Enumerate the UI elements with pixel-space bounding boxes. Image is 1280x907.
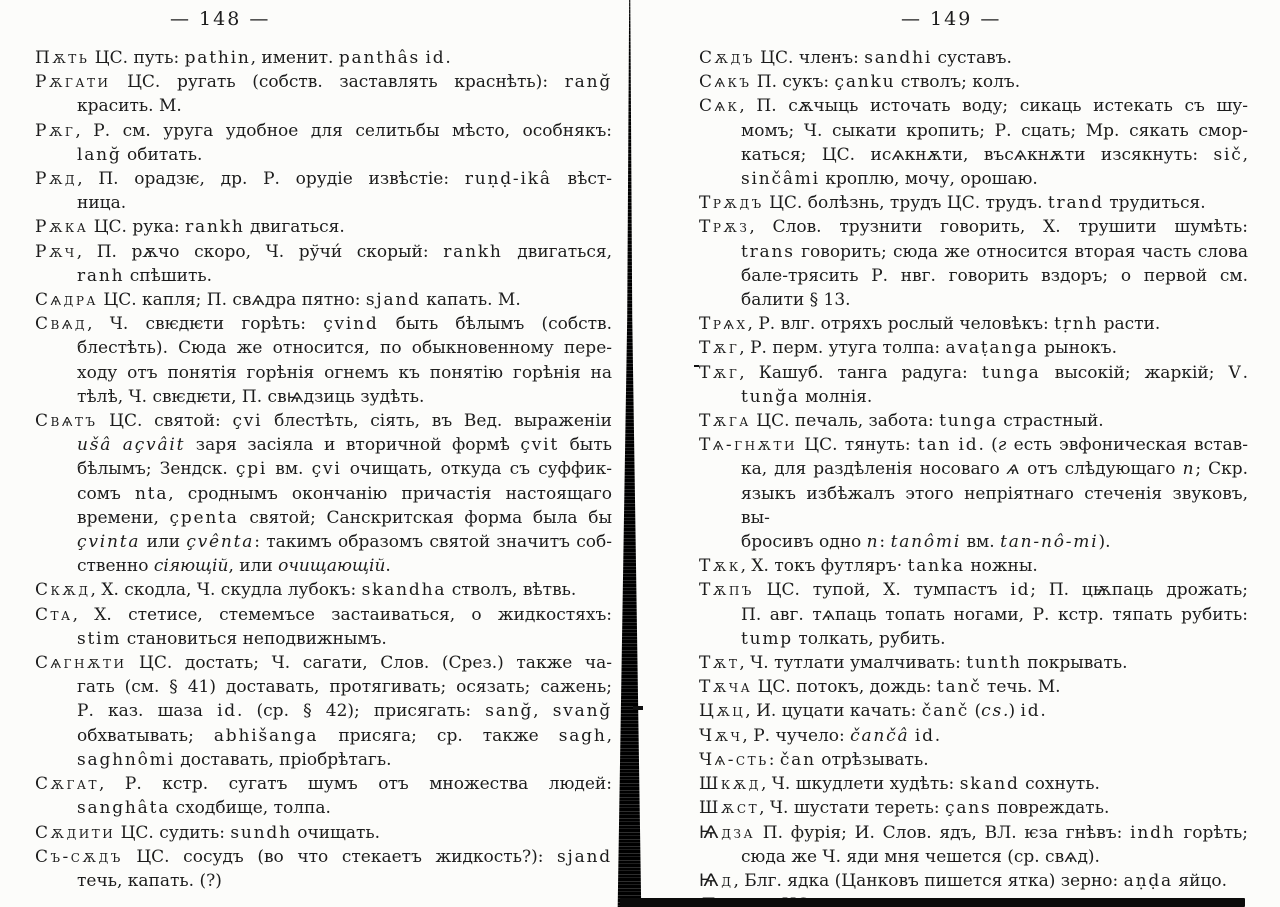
italic-term: ѧ: [1006, 459, 1021, 480]
entry-headword: Трѫдъ: [699, 193, 764, 214]
page-148-text-column: [35, 46, 612, 893]
latin-term: skand: [959, 774, 1020, 795]
latin-term: tanômi: [890, 532, 962, 553]
text-line: Сѫгат, Р. кстр. сугатъ шумъ отъ множества людей:: [35, 774, 612, 795]
latin-term: çpenta: [169, 507, 239, 528]
italic-term: [1183, 459, 1196, 479]
text-line: языкъ избѣжалъ этого непріятнаго стеченія звуковъ, вы-: [741, 483, 1248, 528]
entry-headword: Ѩд: [699, 870, 734, 891]
text-line: Ѩд, Блг. ядка (Цанковъ пишется ятка) зерно: aṇḍa яйцо.: [699, 870, 1227, 891]
latin-term: ranh: [77, 265, 125, 286]
entry-headword: Цѫц: [699, 701, 746, 722]
entry-headword: Сѧкъ: [699, 72, 752, 93]
latin-term: çvênta: [186, 532, 255, 553]
entry-headword: Скѫд: [35, 580, 91, 601]
text-line: Тѫга ЦС. печаль, забота: tunga страстный.: [699, 411, 1104, 432]
latin-term: nta: [134, 483, 169, 504]
latin-term: sinčâmi: [741, 169, 820, 190]
italic-term: [77, 532, 140, 552]
entry-headword: Чѫч: [699, 725, 743, 746]
entry-headword: Сѫдъ: [699, 48, 755, 68]
entry-headword: Тѫк: [699, 556, 741, 577]
text-line: Свѧтъ ЦС. святой: çvi блестѣть, сіять, въ Вед. выраженіи: [35, 411, 612, 432]
latin-term: çvinta: [77, 532, 141, 553]
text-line: Шѫст, Ч. шустати тереть: çans повреждать.: [699, 798, 1110, 819]
page-number-left: — 148 —: [170, 8, 271, 30]
latin-term: tanč: [936, 677, 982, 698]
latin-term: çvind: [323, 314, 379, 335]
text-line: Рѫг, Р. см. уруга удобное для селитьбы мѣсто, особнякъ:: [35, 120, 612, 141]
text-line: Трѫдъ ЦС. болѣзнь, трудъ ЦС. трудъ. trand трудиться.: [699, 193, 1206, 214]
page-149-text-column: [699, 46, 1248, 907]
entry-headword: Рѫд: [35, 169, 78, 190]
text-line: П. авг. тѧпаць топать ногами, Р. кстр. тяпать рубить:: [741, 604, 1248, 625]
entry-headword: Свѧд: [35, 314, 88, 335]
latin-term: abhišanga: [213, 725, 319, 746]
text-line: Съ-сѫдъ ЦС. сосудъ (во что стекаетъ жидкость?): sjand: [35, 846, 612, 867]
latin-term: tanka: [907, 556, 965, 577]
latin-term: tunğa: [741, 386, 800, 407]
text-line: Скѫд, Х. скодла, Ч. скудла лубокъ: skandha стволъ, вѣтвь.: [35, 580, 577, 601]
text-line: Свѧд, Ч. свѥдѥти горѣть: çvind быть бѣлымъ (собств.: [35, 314, 612, 335]
text-line: Рѫгати ЦС. ругать (собств. заставлять краснѣть): ranğ: [35, 72, 612, 93]
text-line: trans говорить; сюда же относится вторая часть слова: [741, 241, 1248, 262]
latin-term: id: [914, 725, 935, 746]
text-line: ница.: [77, 193, 127, 214]
entry-headword: Ѩдза: [699, 822, 756, 843]
latin-term: V: [1228, 362, 1243, 383]
latin-term: čančâ: [850, 725, 910, 746]
latin-term: n: [1182, 459, 1196, 480]
latin-term: açvâit: [122, 435, 186, 456]
text-line: çvinta или çvênta: такимъ образомъ святой значитъ соб-: [77, 532, 612, 553]
text-line: Трѧх, Р. влг. отряхъ рослый человѣкъ: tṛnh расти.: [699, 314, 1161, 335]
italic-term: [186, 532, 254, 552]
italic-term: [1000, 532, 1098, 552]
latin-term: sanghâta: [77, 798, 171, 819]
latin-term: tunth: [966, 653, 1022, 674]
entry-headword: Сѫдити: [35, 822, 116, 843]
text-line: бросивъ одно n: tanômi вм. tan-nô-mi).: [741, 532, 1111, 553]
italic-term: [891, 532, 962, 552]
text-line: tump толкать, рубить.: [741, 628, 946, 649]
latin-term: id: [1010, 580, 1031, 601]
latin-term: ruṇḍ-ikâ: [464, 169, 552, 190]
latin-term: sandhi: [864, 48, 933, 68]
latin-term: stim: [77, 628, 122, 649]
text-line: Тѫт, Ч. тутлати умалчивать: tunth покрывать.: [699, 653, 1128, 674]
latin-term: tump: [741, 628, 793, 649]
entry-headword: Тѫг: [699, 362, 740, 383]
text-line: Чѧ-сть: čan отрѣзывать.: [699, 749, 929, 770]
text-line: ušâ açvâit заря засіяла и вторичной формѣ çvit быть: [77, 435, 612, 456]
latin-term: tan-nô-mi: [1000, 532, 1099, 553]
italic-term: [850, 726, 909, 746]
entry-headword: Рѫка: [35, 217, 89, 238]
text-line: saghnômi доставать, пріобрѣтагь.: [77, 749, 392, 770]
entry-headword: Пѫть: [35, 48, 90, 68]
entry-headword: Тѧ-гнѫти: [699, 435, 797, 456]
latin-term: id: [1020, 701, 1041, 722]
latin-term: saghnômi: [77, 749, 175, 770]
entry-headword: Рѫч: [35, 241, 77, 262]
text-line: Тѫпъ ЦС. тупой, Х. тумпастъ id; П. цѭпаць дрожать;: [699, 580, 1249, 601]
entry-headword: Сѧк: [699, 96, 740, 117]
latin-term: tṛnh: [1054, 314, 1099, 335]
entry-headword: Тѫг: [699, 338, 740, 359]
entry-headword: Трѫз: [699, 217, 750, 238]
latin-term: tunga: [981, 362, 1041, 383]
text-line: Сѧгнѫти ЦС. достать; Ч. сагати, Слов. (Срез.) также ча-: [35, 653, 612, 674]
text-line: Тѧ-гнѫти ЦС. тянуть: tan id. (г есть эвфоническая встав-: [699, 435, 1248, 456]
latin-term: n: [866, 532, 880, 553]
entry-headword: Тѫча: [699, 677, 753, 698]
latin-term: aṇḍa: [1123, 870, 1173, 891]
text-line: Тѫг, Кашуб. танга радуга: tunga высокій; жаркій; V.: [699, 362, 1248, 383]
italic-term: [867, 532, 880, 552]
latin-term: cs: [981, 701, 1004, 722]
latin-term: indh: [1130, 822, 1176, 843]
latin-term: pathin: [184, 48, 251, 68]
latin-term: panthâs: [338, 48, 421, 68]
text-line: Сѧкъ П. сукъ: çanku стволъ; колъ.: [699, 72, 1021, 93]
latin-term: tan: [917, 435, 952, 456]
entry-headword: Шѫст: [699, 798, 760, 819]
text-line: lanğ обитать.: [77, 144, 203, 165]
latin-term: çans: [945, 798, 992, 819]
text-line: Рѫд, П. орадзѥ, др. Р. орудіе извѣстіе: ruṇḍ-ikâ вѣст-: [35, 169, 612, 190]
text-line: бѣлымъ; Зендск. çpi вм. çvi очищать, откуда съ суффик-: [77, 459, 612, 480]
text-line: обхватывать; abhišanga присяга; ср. также sagh,: [77, 725, 612, 746]
entry-headword: Сѧдра: [35, 290, 98, 311]
scan-edge-bar: [620, 898, 1245, 907]
latin-term: ušâ: [77, 435, 113, 456]
latin-term: ranğ: [564, 72, 612, 93]
text-line: Р. каз. шаза id. (ср. § 42); присягать: sanğ, svanğ: [77, 701, 613, 722]
book-gutter-shadow: [616, 0, 644, 907]
entry-headword: Съ-сѫдъ: [35, 846, 123, 867]
text-line: Рѫч, П. рѫчо скоро, Ч. рўчи́ скорый: rankh двигаться,: [35, 241, 612, 262]
latin-term: id: [958, 435, 979, 456]
italic-term: [77, 435, 185, 455]
latin-term: avaṭanga: [945, 338, 1039, 359]
text-line: Сѫдити ЦС. судить: sundh очищать.: [35, 822, 381, 843]
scan-speck: [633, 706, 643, 710]
entry-headword: Рѫгати: [35, 72, 111, 93]
text-line: ranh спѣшить.: [77, 265, 213, 286]
latin-term: trand: [1047, 193, 1104, 214]
italic-term: г: [997, 435, 1007, 456]
entry-headword: Свѧтъ: [35, 411, 98, 432]
text-line: Тѫк, Х. токъ футляръ· tanka ножны.: [699, 556, 1038, 577]
text-line: блестѣть). Сюда же относится, по обыкновенному пере-: [77, 338, 612, 359]
text-line: Чѫч, Р. чучело: čančâ id.: [699, 725, 941, 746]
latin-term: sjand: [557, 846, 612, 867]
latin-term: çvi: [232, 411, 263, 432]
text-line: ходу отъ понятія горѣнія огнемъ къ понятію горѣнія на: [77, 362, 612, 383]
text-line: sinčâmi кроплю, мочу, орошаю.: [741, 169, 1038, 190]
entry-headword: Шкѫд: [699, 774, 761, 795]
latin-term: lanğ: [77, 144, 122, 165]
latin-term: skandha: [361, 580, 447, 601]
latin-term: čan: [779, 749, 816, 770]
text-line: tunğa молнія.: [741, 386, 873, 407]
entry-headword: Тѫпъ: [699, 580, 754, 601]
latin-term: id: [217, 701, 237, 722]
text-line: Тѫг, Р. перм. утуга толпа: avaṭanga рынокъ.: [699, 338, 1117, 359]
text-line: сомъ nta, сроднымъ окончанію причастія настоящаго: [77, 483, 612, 504]
text-line: Сѧк, П. сѫчыць источать воду; сикаць истекать съ шу-: [699, 96, 1248, 117]
entry-headword: Тѫга: [699, 411, 751, 432]
latin-term: rankh: [443, 241, 503, 262]
entry-headword: Сѧгнѫти: [35, 653, 127, 674]
latin-term: sjand: [365, 290, 421, 311]
latin-term: sundh: [230, 822, 292, 843]
latin-term: svanğ: [552, 701, 613, 722]
text-line: течь, капать. (?): [77, 870, 222, 891]
scan-speck: [694, 365, 699, 367]
text-line: балити § 13.: [741, 290, 851, 311]
text-line: Сѫдъ ЦС. членъ: sandhi суставъ.: [699, 48, 1012, 68]
text-line: Цѫц, И. цуцати качать: čanč (cs.) id.: [699, 701, 1046, 722]
text-line: бале-трясить Р. нвг. говорить вздоръ; о первой см.: [741, 265, 1248, 286]
latin-term: id: [425, 48, 446, 68]
text-line: Рѫка ЦС. рука: rankh двигаться.: [35, 217, 345, 238]
text-line: Пѫть ЦС. путь: pathin, именит. panthâs id.: [35, 48, 451, 68]
latin-term: sagh: [558, 725, 607, 746]
latin-term: çanku: [834, 72, 896, 93]
text-line: сюда же Ч. яди мня чешется (ср. свѧд).: [741, 846, 1100, 867]
text-line: Шкѫд, Ч. шкудлети худѣть: skand сохнуть.: [699, 774, 1100, 795]
text-line: Ста, Х. стетисе, стемемъсе застаиваться, о жидкостяхъ:: [35, 604, 612, 625]
text-line: каться; ЦС. исѧкнѫти, въсѧкнѫти изсякнуть: sič,: [741, 144, 1248, 165]
italic-term: очищающій: [278, 556, 386, 577]
italic-term: cs.: [981, 701, 1009, 722]
text-line: ственно сіяющій, или очищающій.: [77, 556, 391, 577]
latin-term: çvi: [311, 459, 342, 480]
latin-term: tunga: [939, 411, 998, 432]
text-line: Тѫча ЦС. потокъ, дождь: tanč течь. М.: [699, 677, 1061, 698]
latin-term: sič: [1213, 144, 1243, 165]
entry-headword: Тѫт: [699, 653, 740, 674]
latin-term: rankh: [185, 217, 245, 238]
text-line: sanghâta сходбище, толпа.: [77, 798, 331, 819]
text-line: тѣлѣ, Ч. свѥдѥти, П. свѩдзиць зудѣть.: [77, 386, 425, 407]
text-line: ка, для раздѣленія носоваго ѧ отъ слѣдующаго n; Скр.: [741, 459, 1248, 480]
entry-headword: Чѧ-сть: [699, 749, 769, 770]
entry-headword: Рѫг: [35, 120, 76, 141]
latin-term: sanğ: [485, 701, 534, 722]
text-line: Ѩдза П. фурія; И. Слов. ядъ, ВЛ. ѥза гнѣвъ: indh горѣть;: [699, 822, 1248, 843]
text-line: stim становиться неподвижнымъ.: [77, 628, 387, 649]
italic-term: сіяющій: [153, 556, 229, 577]
text-line: времени, çpenta святой; Санскритская форма была бы: [77, 507, 612, 528]
latin-term: çvit: [520, 435, 560, 456]
latin-term: trans: [741, 241, 795, 262]
text-line: момъ; Ч. сыкати кропить; Р. сцать; Мр. сякать смор-: [741, 120, 1248, 141]
text-line: Трѫз, Слов. трузнити говорить, Х. трушити шумѣть:: [699, 217, 1248, 238]
page-number-right: — 149 —: [901, 8, 1002, 30]
text-line: гать (см. § 41) доставать, протягивать; осязать; сажень;: [77, 677, 612, 698]
text-line: Сѧдра ЦС. капля; П. свѧдра пятно: sjand капать. М.: [35, 290, 521, 311]
latin-term: çpi: [235, 459, 268, 480]
latin-term: čanč: [921, 701, 970, 722]
text-line: красить. М.: [77, 96, 182, 117]
entry-headword: Ста: [35, 604, 73, 625]
entry-headword: Трѧх: [699, 314, 748, 335]
entry-headword: Сѫгат: [35, 774, 100, 795]
